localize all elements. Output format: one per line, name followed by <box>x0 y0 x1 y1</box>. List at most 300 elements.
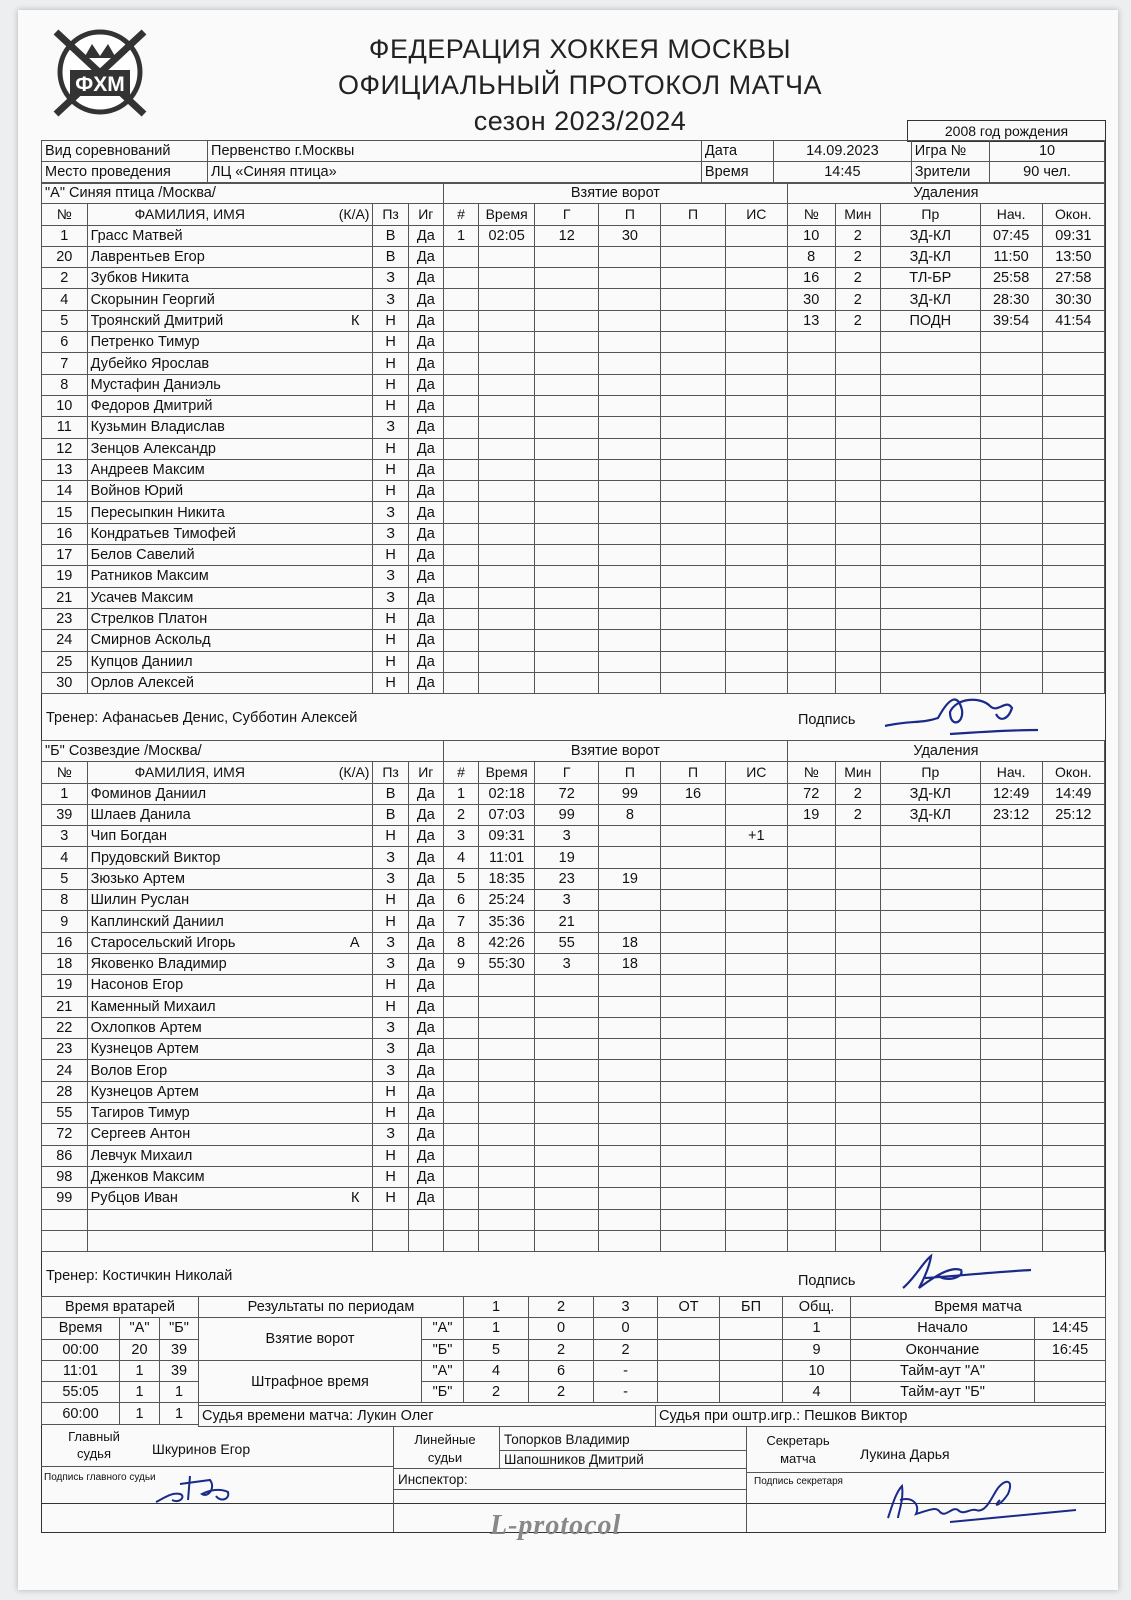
player-position: Н <box>373 459 408 480</box>
penalty-start <box>980 438 1042 459</box>
goal-assist-1 <box>599 587 661 608</box>
goal-assist-1 <box>599 890 661 911</box>
captain-mark: К <box>351 312 360 329</box>
player-number: 14 <box>42 481 88 502</box>
player-name-text: Шилин Руслан <box>90 892 190 909</box>
goal-time <box>479 246 535 267</box>
player-name <box>87 587 373 608</box>
period-cell: 1 <box>464 1318 529 1339</box>
goalie-b-number: 1 <box>160 1403 199 1424</box>
penalty-player <box>787 868 835 889</box>
penalty-end <box>1042 566 1104 587</box>
goal-scorer: 55 <box>535 932 599 953</box>
goal-time <box>479 1017 535 1038</box>
player-played: Да <box>408 310 443 331</box>
goal-assist-2 <box>661 225 725 246</box>
goal-scorer <box>535 310 599 331</box>
goal-situation <box>725 225 787 246</box>
player-number: 10 <box>42 395 88 416</box>
penalty-minutes <box>835 459 881 480</box>
player-name <box>87 459 373 480</box>
goalie-change-time: 00:00 <box>42 1339 120 1360</box>
player-played: Да <box>408 353 443 374</box>
goal-scorer: 12 <box>535 225 599 246</box>
penalty-reason <box>881 587 980 608</box>
player-played: Да <box>408 1039 443 1060</box>
goal-time: 55:30 <box>479 953 535 974</box>
team-b-table <box>41 740 1105 1252</box>
player-number <box>42 1209 88 1230</box>
penalty-end <box>1042 975 1104 996</box>
penalty-start: 39:54 <box>980 310 1042 331</box>
player-name <box>87 353 373 374</box>
penalty-end <box>1042 545 1104 566</box>
player-played: Да <box>408 953 443 974</box>
player-name <box>87 1145 373 1166</box>
goal-time <box>479 289 535 310</box>
periods-goals-label: Взятие ворот <box>199 1318 422 1361</box>
goal-time <box>479 1060 535 1081</box>
goal-number <box>443 587 478 608</box>
player-name <box>87 417 373 438</box>
period-total: 1 <box>783 1318 851 1339</box>
player-name-text: Троянский Дмитрий <box>90 312 224 329</box>
goal-number <box>443 1124 478 1145</box>
player-number: 17 <box>42 545 88 566</box>
goal-scorer: 23 <box>535 868 599 889</box>
player-played: Да <box>408 417 443 438</box>
team-b-pen-start-header: Нач. <box>980 762 1042 783</box>
goal-assist-1 <box>599 310 661 331</box>
penalty-minutes <box>835 523 881 544</box>
penalty-end <box>1042 1166 1104 1187</box>
penalty-start <box>980 459 1042 480</box>
goal-situation <box>725 651 787 672</box>
divider <box>393 1468 746 1469</box>
goal-time <box>479 353 535 374</box>
penalty-player: 19 <box>787 804 835 825</box>
team-a-sign-label: Подпись <box>798 712 856 728</box>
divider <box>41 1466 393 1467</box>
goal-assist-1 <box>599 1188 661 1209</box>
penalty-player <box>787 911 835 932</box>
penalty-reason <box>881 1103 980 1124</box>
player-number: 1 <box>42 783 88 804</box>
penalty-minutes <box>835 1230 881 1251</box>
penalty-reason <box>881 1081 980 1102</box>
penalty-start <box>980 332 1042 353</box>
goal-scorer <box>535 268 599 289</box>
penalty-player: 13 <box>787 310 835 331</box>
penalty-player <box>787 374 835 395</box>
penalty-reason <box>881 953 980 974</box>
period-cell: - <box>594 1382 658 1403</box>
team-a-assist2-header: П <box>661 204 725 225</box>
goal-scorer: 3 <box>535 826 599 847</box>
player-position: Н <box>373 996 408 1017</box>
penalty-player: 10 <box>787 225 835 246</box>
name-header-label: ФАМИЛИЯ, ИМЯ <box>134 206 245 223</box>
penalty-player <box>787 996 835 1017</box>
goal-assist-2 <box>661 502 725 523</box>
player-number: 20 <box>42 246 88 267</box>
player-number: 6 <box>42 332 88 353</box>
goal-time: 35:36 <box>479 911 535 932</box>
penalty-minutes: 2 <box>835 246 881 267</box>
player-name <box>87 804 373 825</box>
goal-number <box>443 566 478 587</box>
time-label: Время <box>701 162 773 183</box>
penalty-reason: ПОДН <box>881 310 980 331</box>
player-name-text: Зубков Никита <box>90 270 189 287</box>
period-col: 1 <box>464 1297 529 1318</box>
goal-number: 1 <box>443 225 478 246</box>
team-b-ig-header: Иг <box>408 762 443 783</box>
player-position: Н <box>373 608 408 629</box>
goal-time <box>479 975 535 996</box>
goal-situation <box>725 1230 787 1251</box>
goal-assist-2 <box>661 438 725 459</box>
penalty-end <box>1042 1209 1104 1230</box>
team-a-situation-header: ИС <box>725 204 787 225</box>
player-name-text: Зюзько Артем <box>90 870 185 887</box>
period-cell <box>658 1339 720 1360</box>
player-played: Да <box>408 1017 443 1038</box>
player-played: Да <box>408 268 443 289</box>
goal-assist-1 <box>599 630 661 651</box>
player-position: Н <box>373 975 408 996</box>
goal-scorer <box>535 587 599 608</box>
penalty-start <box>980 953 1042 974</box>
goal-situation <box>725 545 787 566</box>
penalty-start: 28:30 <box>980 289 1042 310</box>
player-name <box>87 1230 373 1251</box>
goalie-a-number: 1 <box>120 1382 160 1403</box>
player-played: Да <box>408 672 443 693</box>
goal-scorer <box>535 459 599 480</box>
secretary-sign-label: Подпись секретаря <box>754 1476 843 1487</box>
goal-assist-1 <box>599 268 661 289</box>
timeout-b-value <box>1035 1382 1106 1403</box>
goal-assist-1 <box>599 975 661 996</box>
penalty-player <box>787 523 835 544</box>
player-name-text: Андреев Максим <box>90 462 205 478</box>
penalty-player <box>787 847 835 868</box>
match-info-table <box>41 140 1105 184</box>
player-played: Да <box>408 481 443 502</box>
goal-time <box>479 545 535 566</box>
player-position: З <box>373 932 408 953</box>
player-number: 15 <box>42 502 88 523</box>
player-name-text: Яковенко Владимир <box>90 956 227 973</box>
penalty-end <box>1042 826 1104 847</box>
penalty-end <box>1042 1230 1104 1251</box>
player-name <box>87 523 373 544</box>
goal-assist-2 <box>661 953 725 974</box>
goal-time <box>479 587 535 608</box>
player-name <box>87 289 373 310</box>
goal-number <box>443 353 478 374</box>
penalty-minutes <box>835 651 881 672</box>
team-a-pen-min-header: Мин <box>835 204 881 225</box>
goal-time: 42:26 <box>479 932 535 953</box>
goal-assist-2 <box>661 932 725 953</box>
goal-assist-2 <box>661 353 725 374</box>
goal-assist-2 <box>661 417 725 438</box>
penalty-player <box>787 1017 835 1038</box>
goal-scorer: 3 <box>535 890 599 911</box>
period-cell <box>658 1318 720 1339</box>
player-name-text: Ратников Максим <box>90 568 209 585</box>
penalty-end <box>1042 953 1104 974</box>
penalty-reason <box>881 523 980 544</box>
goal-scorer <box>535 374 599 395</box>
goal-time: 18:35 <box>479 868 535 889</box>
player-name <box>87 545 373 566</box>
goal-number: 2 <box>443 804 478 825</box>
goal-assist-1 <box>599 395 661 416</box>
penalty-start <box>980 911 1042 932</box>
period-cell: 6 <box>529 1360 594 1381</box>
player-position: Н <box>373 332 408 353</box>
player-position: З <box>373 1060 408 1081</box>
fhm-logo-icon <box>44 22 156 120</box>
team-b-sign-label: Подпись <box>798 1273 856 1289</box>
player-position: Н <box>373 826 408 847</box>
penalty-end <box>1042 1060 1104 1081</box>
goal-time <box>479 268 535 289</box>
goal-number <box>443 523 478 544</box>
goal-scorer <box>535 1060 599 1081</box>
penalty-reason <box>881 890 980 911</box>
period-col: ОТ <box>658 1297 720 1318</box>
time-value: 14:45 <box>773 162 911 183</box>
player-name-text: Каменный Михаил <box>90 998 216 1015</box>
divider <box>499 1450 746 1451</box>
penalty-reason <box>881 1039 980 1060</box>
secretary-label-line2: матча <box>780 1451 816 1466</box>
goal-assist-2 <box>661 523 725 544</box>
goal-assist-1 <box>599 545 661 566</box>
penalty-end <box>1042 1017 1104 1038</box>
player-played: Да <box>408 911 443 932</box>
goal-assist-1 <box>599 566 661 587</box>
player-position: В <box>373 225 408 246</box>
player-played: Да <box>408 608 443 629</box>
player-played: Да <box>408 804 443 825</box>
penalty-start <box>980 587 1042 608</box>
player-position: З <box>373 1039 408 1060</box>
player-position: Н <box>373 630 408 651</box>
player-played: Да <box>408 1166 443 1187</box>
penalty-start <box>980 996 1042 1017</box>
goal-number <box>443 608 478 629</box>
goal-assist-2 <box>661 1230 725 1251</box>
goal-situation <box>725 868 787 889</box>
penalty-end: 25:12 <box>1042 804 1104 825</box>
goal-time <box>479 1145 535 1166</box>
penalty-end <box>1042 332 1104 353</box>
periods-team-b: "Б" <box>422 1339 464 1360</box>
player-name <box>87 1017 373 1038</box>
team-a-goal-no-header: # <box>443 204 478 225</box>
penalty-end: 41:54 <box>1042 310 1104 331</box>
player-name <box>87 932 373 953</box>
period-col: БП <box>720 1297 783 1318</box>
player-name-text: Стрелков Платон <box>90 611 208 628</box>
penalty-start <box>980 1017 1042 1038</box>
penalty-minutes: 2 <box>835 310 881 331</box>
penalty-reason <box>881 975 980 996</box>
comp-value: Первенство г.Москвы <box>208 141 702 162</box>
goal-assist-1 <box>599 459 661 480</box>
period-cell <box>720 1339 783 1360</box>
period-cell: 0 <box>529 1318 594 1339</box>
player-number: 3 <box>42 826 88 847</box>
player-position <box>373 1209 408 1230</box>
player-played: Да <box>408 566 443 587</box>
goal-assist-1: 99 <box>599 783 661 804</box>
penalty-end: 14:49 <box>1042 783 1104 804</box>
player-number: 2 <box>42 268 88 289</box>
penalty-end <box>1042 847 1104 868</box>
goal-scorer <box>535 332 599 353</box>
player-name-text: Кузнецов Артем <box>90 1083 199 1100</box>
penalty-minutes <box>835 630 881 651</box>
player-played: Да <box>408 826 443 847</box>
goalie-a-header: "А" <box>120 1318 160 1339</box>
player-name-text: Грасс Матвей <box>90 227 183 244</box>
player-position: В <box>373 246 408 267</box>
player-number: 30 <box>42 672 88 693</box>
place-label: Место проведения <box>42 162 208 183</box>
goal-scorer: 19 <box>535 847 599 868</box>
player-name <box>87 395 373 416</box>
penalty-player <box>787 566 835 587</box>
player-played: Да <box>408 1124 443 1145</box>
penalty-start <box>980 975 1042 996</box>
goal-assist-2 <box>661 826 725 847</box>
goal-number <box>443 1188 478 1209</box>
penalty-end: 27:58 <box>1042 268 1104 289</box>
penalty-minutes <box>835 996 881 1017</box>
player-name-text: Орлов Алексей <box>90 674 194 691</box>
penalty-minutes <box>835 417 881 438</box>
penalty-end <box>1042 1039 1104 1060</box>
penalty-player <box>787 1230 835 1251</box>
penalty-player <box>787 1081 835 1102</box>
linesman-2: Шапошников Дмитрий <box>504 1452 644 1467</box>
penalty-start <box>980 417 1042 438</box>
goal-scorer <box>535 395 599 416</box>
player-position: Н <box>373 672 408 693</box>
goal-situation <box>725 1188 787 1209</box>
linesmen-label-line2: судьи <box>427 1450 463 1465</box>
player-name <box>87 672 373 693</box>
team-b-name-header <box>87 762 373 783</box>
penalty-reason <box>881 826 980 847</box>
penalty-reason <box>881 1166 980 1187</box>
team-a-table <box>41 182 1105 694</box>
goal-assist-1 <box>599 1039 661 1060</box>
match-time-table <box>850 1296 1106 1403</box>
player-name-text: Мустафин Даниэль <box>90 376 221 393</box>
goal-number: 9 <box>443 953 478 974</box>
penalty-end <box>1042 630 1104 651</box>
penalty-reason <box>881 332 980 353</box>
penalty-minutes: 2 <box>835 783 881 804</box>
penalty-end: 09:31 <box>1042 225 1104 246</box>
penalty-player <box>787 1209 835 1230</box>
player-name <box>87 826 373 847</box>
goal-number: 1 <box>443 783 478 804</box>
goal-assist-2 <box>661 1124 725 1145</box>
player-number: 19 <box>42 975 88 996</box>
goal-scorer <box>535 1081 599 1102</box>
player-position: З <box>373 847 408 868</box>
penalty-end <box>1042 1081 1104 1102</box>
player-name-text: Купцов Даниил <box>90 653 193 670</box>
goal-scorer <box>535 672 599 693</box>
game-label: Игра № <box>911 141 989 162</box>
penalty-end <box>1042 672 1104 693</box>
goal-assist-2 <box>661 630 725 651</box>
period-cell <box>658 1360 720 1381</box>
goal-situation <box>725 523 787 544</box>
goal-situation <box>725 374 787 395</box>
team-b-coach: Тренер: Костичкин Николай <box>46 1268 233 1284</box>
player-number: 23 <box>42 608 88 629</box>
goal-situation <box>725 502 787 523</box>
ka-header-label: (К/А) <box>338 764 370 781</box>
goal-number: 4 <box>443 847 478 868</box>
penalty-start <box>980 932 1042 953</box>
player-name <box>87 953 373 974</box>
player-position: Н <box>373 353 408 374</box>
goal-number <box>443 630 478 651</box>
player-number <box>42 1230 88 1251</box>
goal-time <box>479 1188 535 1209</box>
goal-assist-1 <box>599 332 661 353</box>
date-value: 14.09.2023 <box>773 141 911 162</box>
goal-situation <box>725 1017 787 1038</box>
penalty-end <box>1042 932 1104 953</box>
penalty-player <box>787 395 835 416</box>
player-played: Да <box>408 996 443 1017</box>
penalty-start <box>980 1188 1042 1209</box>
goal-situation <box>725 932 787 953</box>
player-number: 21 <box>42 587 88 608</box>
goal-situation <box>725 566 787 587</box>
player-name-text: Сергеев Антон <box>90 1126 191 1143</box>
period-cell <box>720 1360 783 1381</box>
chief-label-line2: судья <box>77 1446 111 1461</box>
penalty-start <box>980 1081 1042 1102</box>
penalty-start: 11:50 <box>980 246 1042 267</box>
goal-situation <box>725 438 787 459</box>
player-number: 28 <box>42 1081 88 1102</box>
period-cell: 5 <box>464 1339 529 1360</box>
period-cell: - <box>594 1360 658 1381</box>
penalty-start <box>980 523 1042 544</box>
goal-assist-2 <box>661 310 725 331</box>
penalty-start <box>980 1124 1042 1145</box>
penalty-end <box>1042 1124 1104 1145</box>
penalty-reason <box>881 374 980 395</box>
goal-scorer <box>535 651 599 672</box>
penalty-start <box>980 566 1042 587</box>
team-b-situation-header: ИС <box>725 762 787 783</box>
